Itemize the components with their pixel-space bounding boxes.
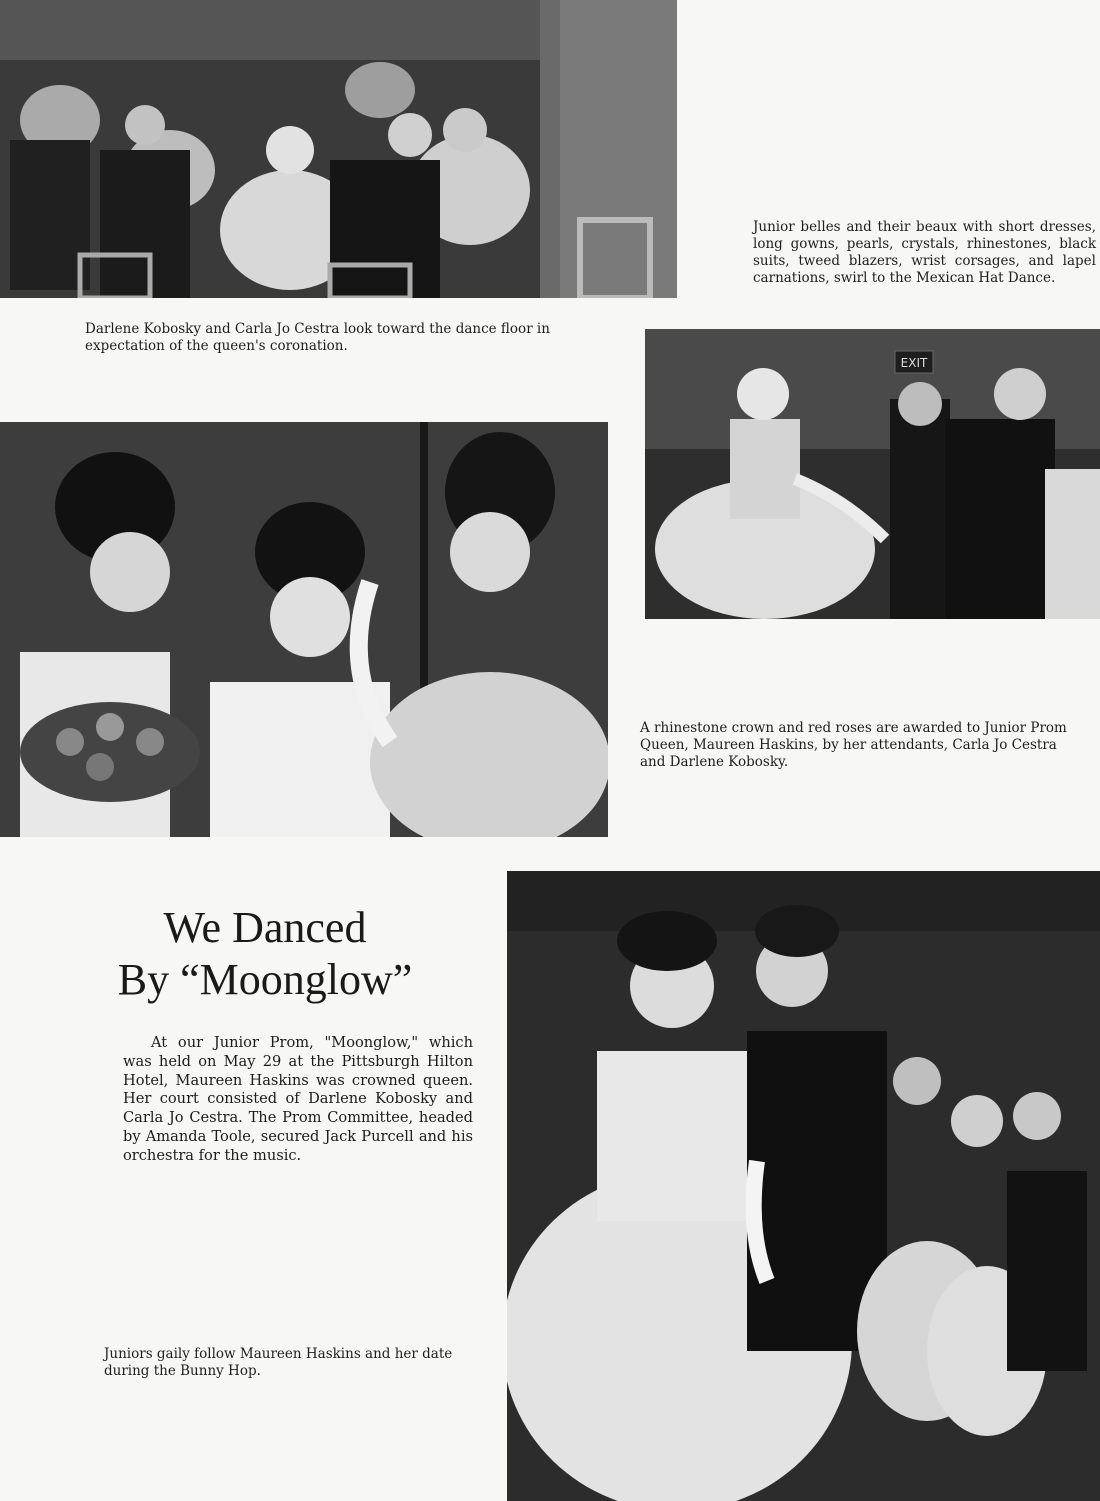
- title-line-2: By “Moonglow”: [117, 955, 413, 1004]
- caption-coronation: A rhinestone crown and red roses are awarded to Junior Prom Queen, Maureen Haskins, by her attendants, Carla Jo Cestra and Darlene Kobosky.: [640, 720, 1067, 770]
- caption-dancers: Junior belles and their beaux with short dresses, long gowns, pearls, crystals, rhinestones, black suits, tweed blazers, wrist corsages, and lapel carnations, swirl to the Mexican Hat Dance.: [753, 219, 1096, 286]
- photo-mexican-hat-dance: [645, 329, 1100, 619]
- article-body: At our Junior Prom, "Moonglow," which was held on May 29 at the Pittsburgh Hilton Hotel, Maureen Haskins was crowned queen. Her court consisted of Darlene Kobosky and Carla Jo Cestra. The Prom Committee, headed by Amanda Toole, secured Jack Purcell and his orchestra for the music.: [123, 1034, 473, 1164]
- caption-tables: Darlene Kobosky and Carla Jo Cestra look toward the dance floor in expectation of the queen's coronation.: [85, 321, 550, 354]
- exit-sign: EXIT: [900, 356, 928, 370]
- caption-bunny-hop: Juniors gaily follow Maureen Haskins and her date during the Bunny Hop.: [104, 1346, 453, 1379]
- photo-coronation: [0, 422, 608, 837]
- photo-banquet-tables: [0, 0, 677, 298]
- page-title: [60, 902, 470, 1006]
- photo-bunny-hop: [507, 871, 1100, 1501]
- title-line-1: We Danced: [163, 903, 367, 952]
